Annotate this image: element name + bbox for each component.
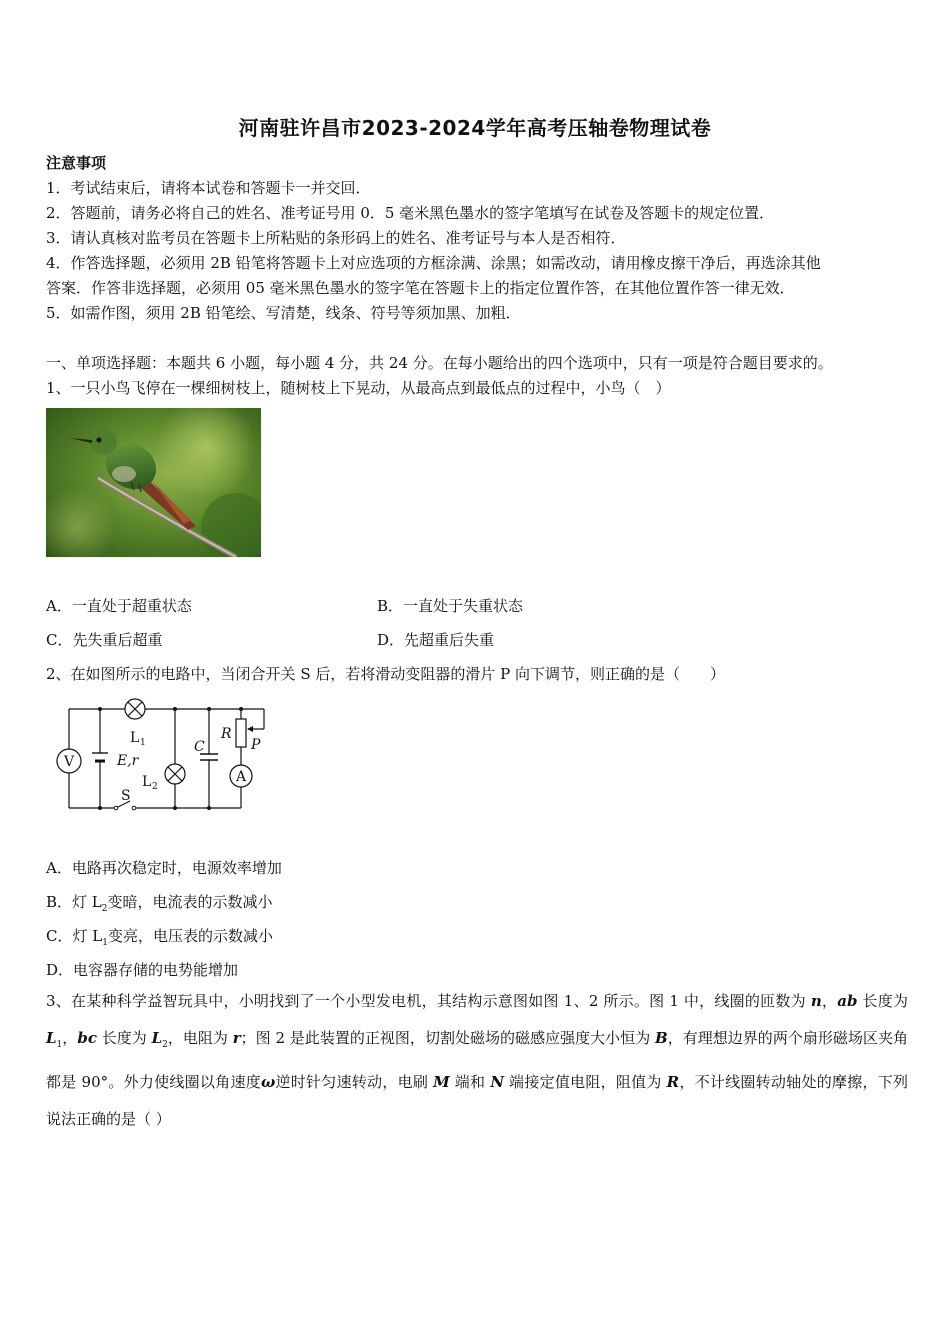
emf-label: E,r bbox=[117, 753, 139, 769]
q1-option-b: B．一直处于失重状态 bbox=[377, 597, 524, 615]
l2-label: L bbox=[142, 774, 152, 790]
l1-label: L bbox=[130, 730, 140, 746]
l2-sub: 2 bbox=[152, 782, 158, 792]
question-3-stem: 3、在某种科学益智玩具中，小明找到了一个小型发电机，其结构示意图如图 1、2 所示。图 1 中，线圈的匝数为 n，ab 长度为 $L_1$，bc 长度为 $L_2$，电阻为 r；图 2 是此装置的正视图，切割处磁场的磁感应强度大小恒为 B，有理想边界的两个扇形磁场区夹角都是 90°。外力使线圈以角速度ω逆时针匀速转动，电刷 M 端和 N 端接定值电阻，阻值为 R，不计线圈转动轴处的摩擦，下列说法正确的是（ ） bbox=[46, 992, 908, 1128]
circuit-diagram bbox=[44, 697, 284, 815]
q2-option-b: B．灯 $L_2$变暗，电流表的示数减小 bbox=[46, 893, 273, 914]
notice-item: 4．作答选择题，必须用 2B 铅笔将答题卡上对应选项的方框涂满、涂黑；如需改动，请用橡皮擦干净后，再选涂其他 bbox=[46, 254, 821, 272]
ammeter-label: A bbox=[235, 769, 247, 785]
switch-label: S bbox=[121, 788, 131, 804]
voltmeter-label: V bbox=[63, 754, 75, 770]
resistor-label: R bbox=[221, 726, 232, 742]
notice-item: 1．考试结束后，请将本试卷和答题卡一并交回． bbox=[46, 179, 371, 197]
section-heading: 一、单项选择题：本题共 6 小题，每小题 4 分，共 24 分。在每小题给出的四个选项中，只有一项是符合题目要求的。 bbox=[46, 354, 833, 372]
notice-item: 3．请认真核对监考员在答题卡上所粘贴的条形码上的姓名、准考证号与本人是否相符． bbox=[46, 229, 626, 247]
page-title: 河南驻许昌市2023-2024学年高考压轴卷物理试卷 bbox=[238, 116, 712, 140]
question-2-stem: 2、在如图所示的电路中，当闭合开关 S 后，若将滑动变阻器的滑片 P 向下调节，则正确的是（ ） bbox=[46, 665, 725, 683]
q1-option-c: C．先失重后超重 bbox=[46, 631, 163, 649]
notice-item: 2．答题前，请务必将自己的姓名、准考证号用 0．5 毫米黑色墨水的签字笔填写在试卷及答题卡的规定位置． bbox=[46, 204, 775, 222]
q1-option-a: A．一直处于超重状态 bbox=[46, 597, 192, 615]
notice-item: 答案．作答非选择题，必须用 05 毫米黑色墨水的签字笔在答题卡上的指定位置作答，在其他位置作答一律无效． bbox=[46, 279, 795, 297]
notice-item: 5．如需作图，须用 2B 铅笔绘、写清楚，线条、符号等须加黑、加粗． bbox=[46, 304, 521, 322]
hummingbird-photo bbox=[46, 408, 261, 557]
q2-option-d: D．电容器存储的电势能增加 bbox=[46, 961, 239, 979]
slider-label: P bbox=[251, 737, 261, 753]
l1-sub: 1 bbox=[140, 738, 146, 748]
capacitor-label: C bbox=[194, 739, 205, 755]
q2-option-a: A．电路再次稳定时，电源效率增加 bbox=[46, 859, 282, 877]
q1-option-d: D．先超重后失重 bbox=[377, 631, 495, 649]
question-1-stem: 1、一只小鸟飞停在一棵细树枝上，随树枝上下晃动，从最高点到最低点的过程中，小鸟（ ） bbox=[46, 379, 671, 397]
notice-heading: 注意事项 bbox=[46, 154, 107, 172]
q2-option-c: C．灯 $L_1$变亮，电压表的示数减小 bbox=[46, 927, 273, 948]
